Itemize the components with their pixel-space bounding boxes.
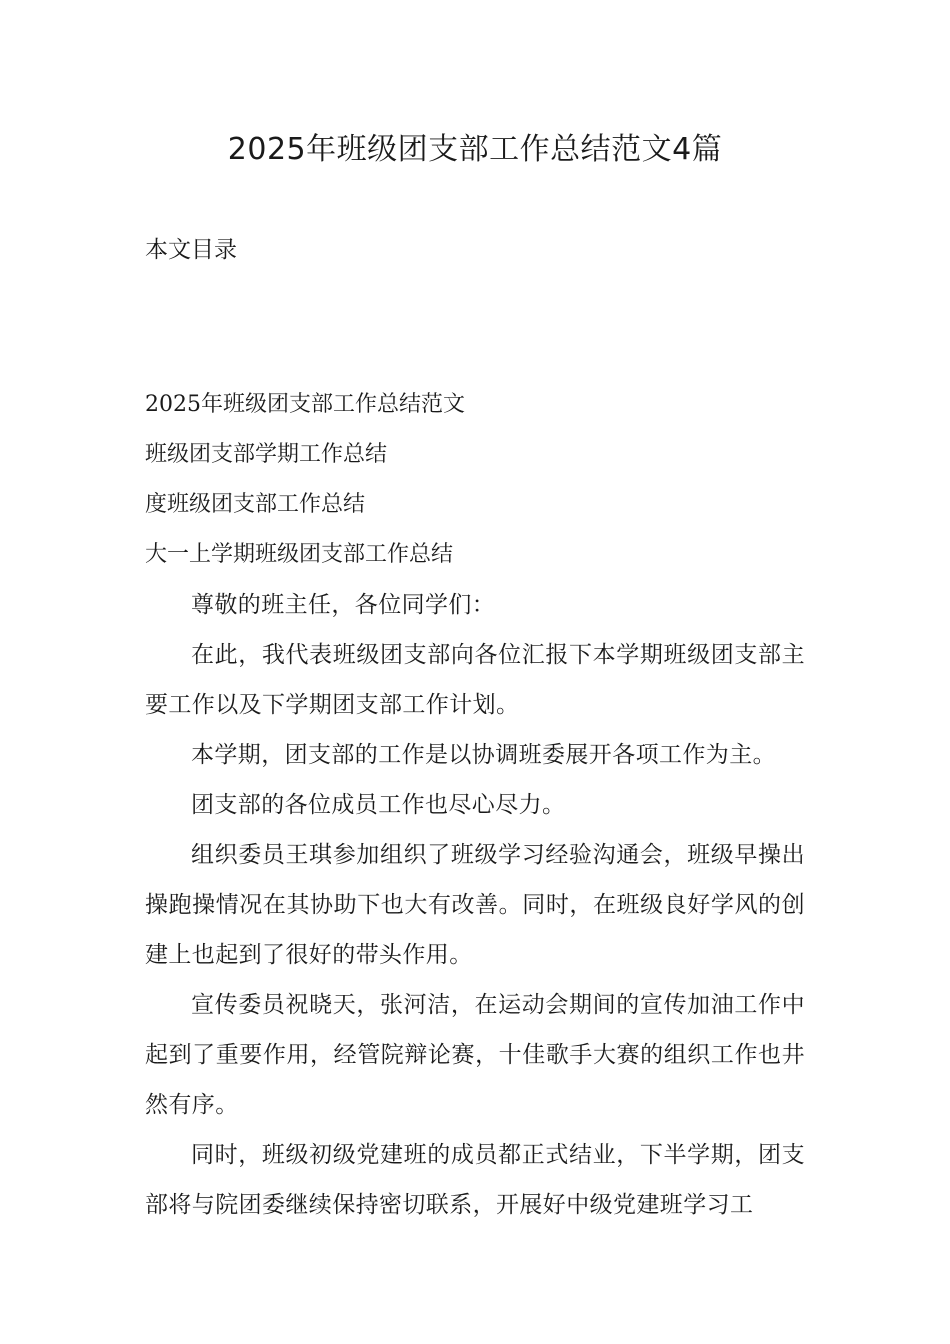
document-title: 2025年班级团支部工作总结范文4篇 [227, 132, 723, 167]
body-paragraph: 本学期，团支部的工作是以协调班委展开各项工作为主。 [191, 742, 776, 768]
table-of-contents [145, 380, 465, 580]
toc-heading: 本文目录 [145, 237, 237, 263]
toc-item: 2025年班级团支部工作总结范文 [145, 392, 465, 417]
body-paragraph: 宣传委员祝晓天，张河洁，在运动会期间的宣传加油工作中起到了重要作用，经管院辩论赛，十佳歌手大赛的组织工作也井然有序。 [145, 992, 805, 1118]
body-paragraph-salutation: 尊敬的班主任，各位同学们： [191, 592, 496, 618]
body-paragraph: 团支部的各位成员工作也尽心尽力。 [191, 792, 566, 818]
toc-item: 班级团支部学期工作总结 [145, 442, 388, 467]
body-paragraph: 在此，我代表班级团支部向各位汇报下本学期班级团支部主要工作以及下学期团支部工作计划。 [145, 642, 805, 718]
toc-item: 度班级团支部工作总结 [145, 492, 366, 517]
body-paragraph: 组织委员王琪参加组织了班级学习经验沟通会，班级早操出操跑操情况在其协助下也大有改善。同时，在班级良好学风的创建上也起到了很好的带头作用。 [145, 842, 805, 968]
document-body [145, 580, 805, 1230]
toc-item: 大一上学期班级团支部工作总结 [145, 542, 454, 567]
body-paragraph: 同时，班级初级党建班的成员都正式结业，下半学期，团支部将与院团委继续保持密切联系，开展好中级党建班学习工 [145, 1142, 805, 1218]
